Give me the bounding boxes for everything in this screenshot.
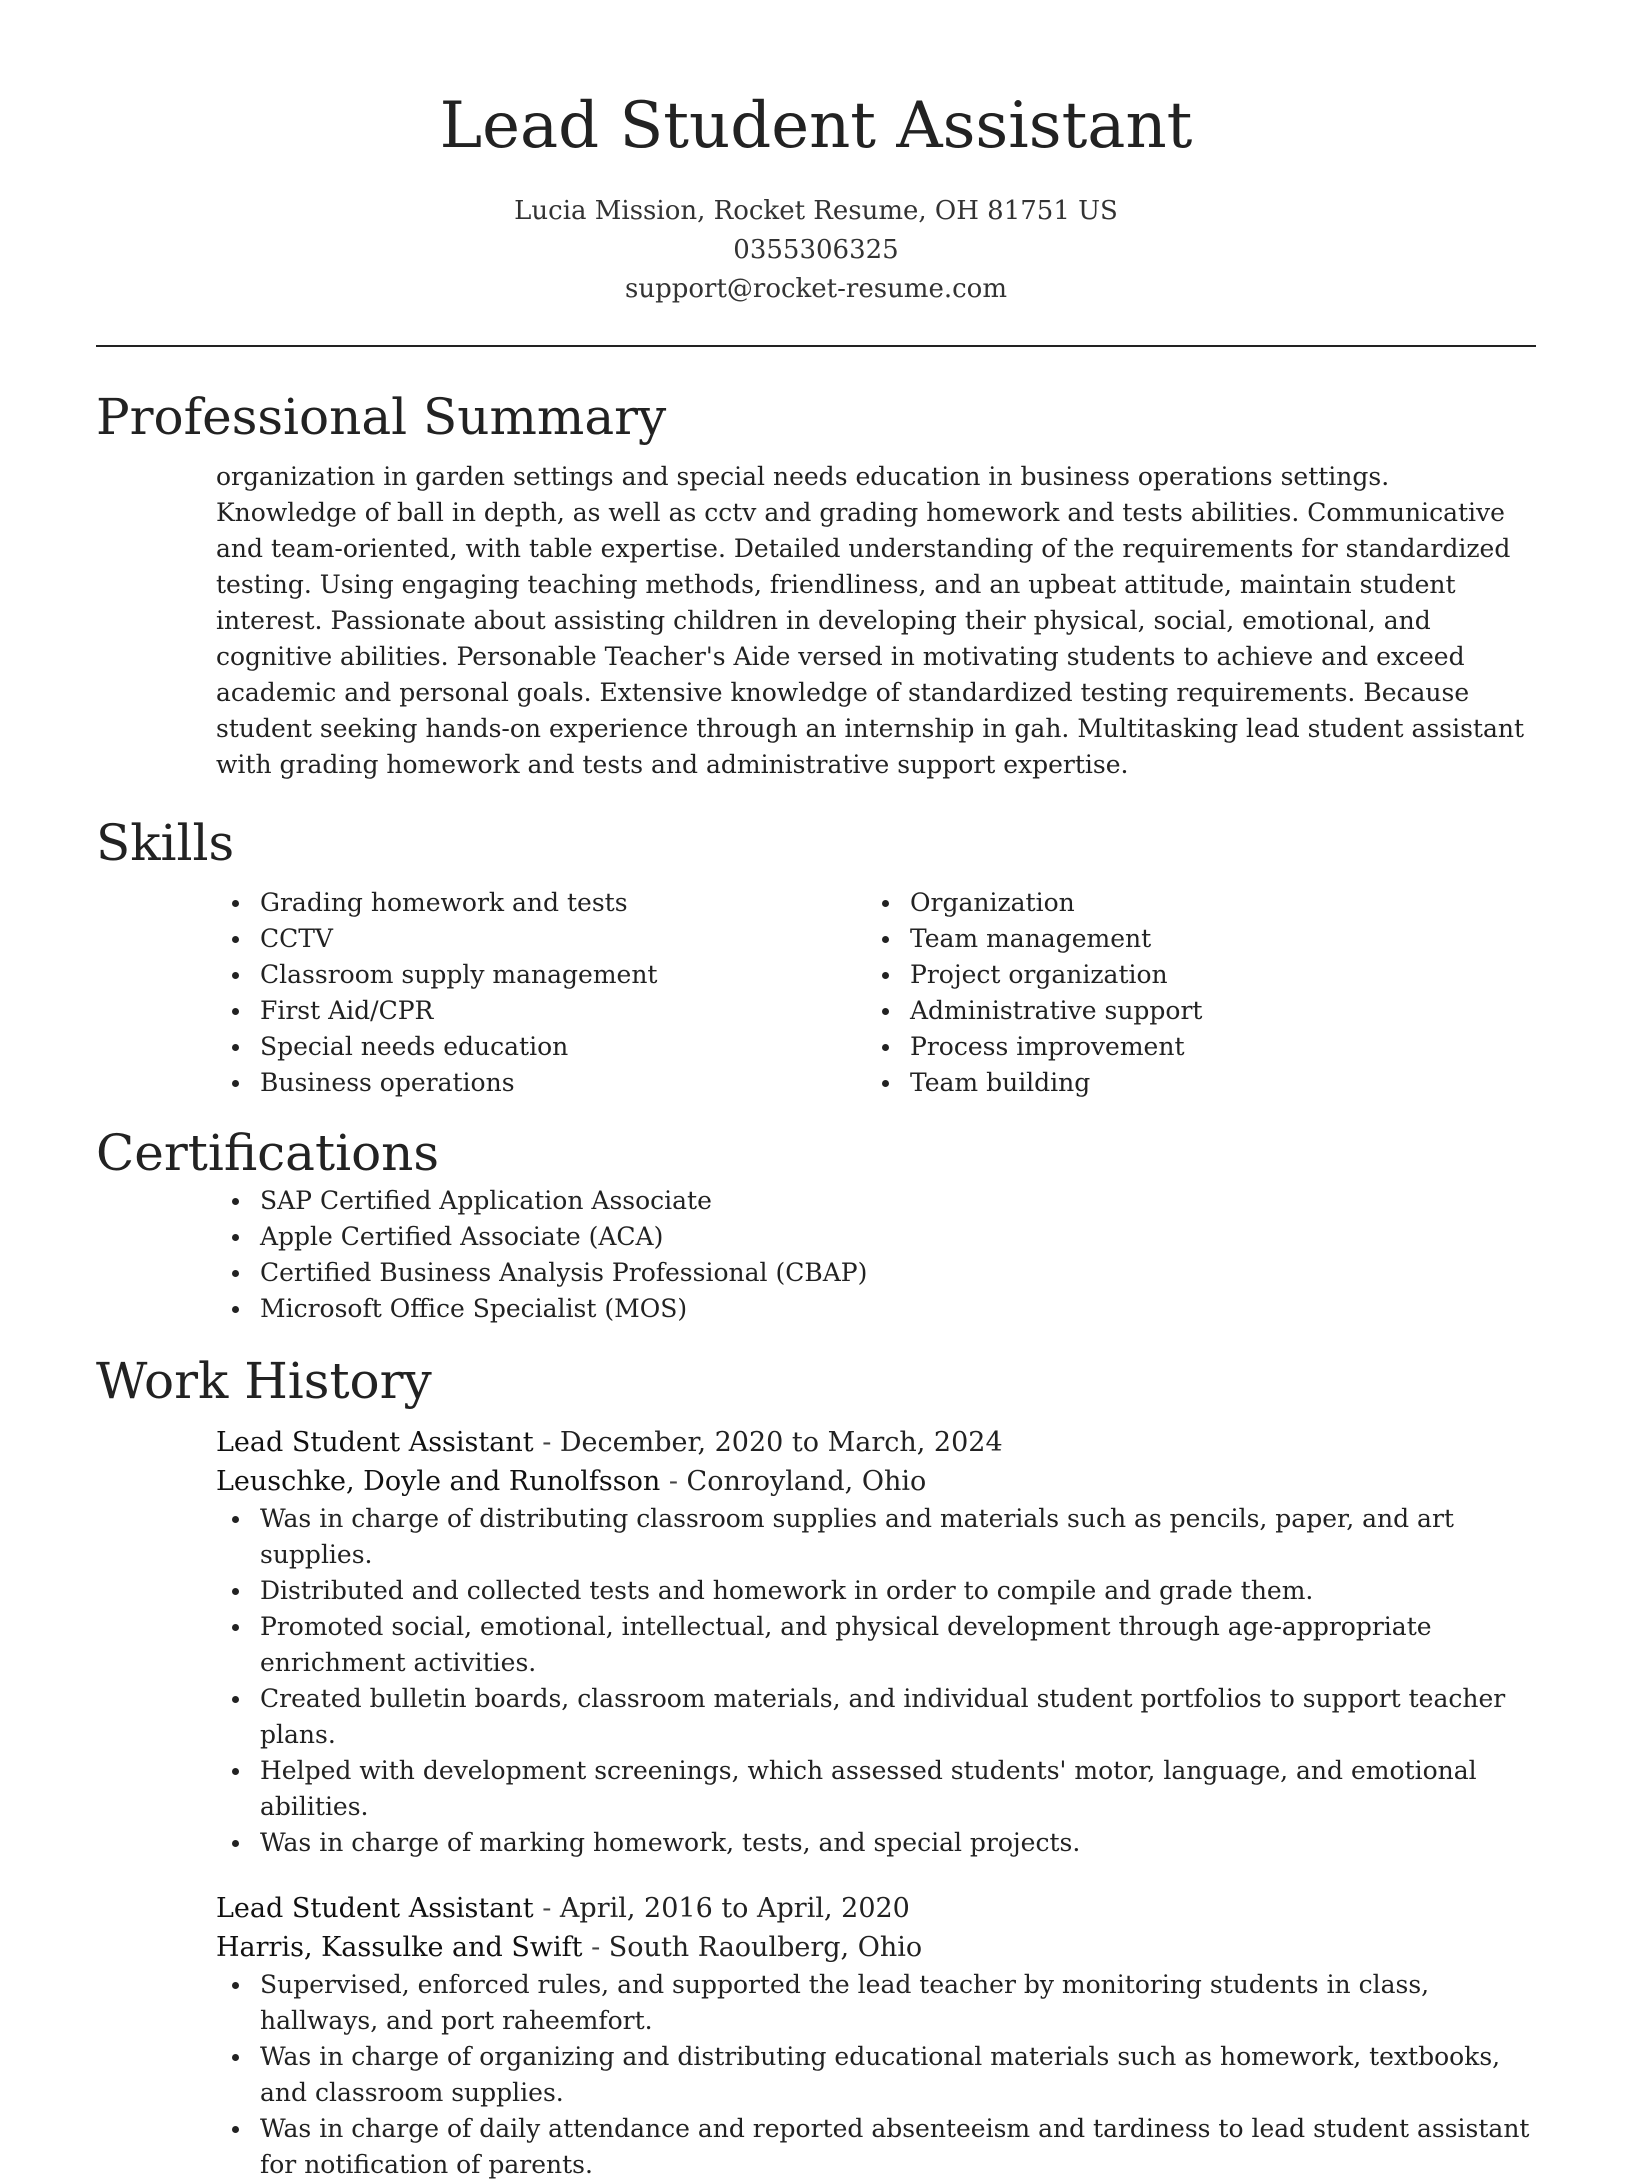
duty-item: Was in charge of marking homework, tests, and special projects. — [216, 1825, 1536, 1861]
contact-phone: 0355306325 — [733, 235, 899, 265]
job-company: Leuschke, Doyle and Runolfsson — [216, 1466, 661, 1497]
skill-item: Administrative support — [866, 993, 1516, 1029]
certification-item: Microsoft Office Specialist (MOS) — [216, 1291, 1536, 1327]
summary-heading: Professional Summary — [96, 388, 667, 446]
skills-list — [216, 885, 1536, 1101]
job-dates: April, 2016 to April, 2020 — [559, 1893, 910, 1924]
skill-item: Business operations — [216, 1065, 866, 1101]
page-title: Lead Student Assistant — [439, 89, 1193, 163]
job-role-line: Lead Student Assistant - April, 2016 to April, 2020 — [216, 1893, 910, 1924]
job-company-line: Leuschke, Doyle and Runolfsson - Conroyland, Ohio — [216, 1466, 927, 1497]
duty-item: Distributed and collected tests and homework in order to compile and grade them. — [216, 1573, 1536, 1609]
certification-item: Apple Certified Associate (ACA) — [216, 1219, 1536, 1255]
skill-item: Classroom supply management — [216, 957, 866, 993]
job-dates: December, 2020 to March, 2024 — [559, 1427, 1003, 1458]
duty-item: Helped with development screenings, which assessed students' motor, language, and emotional abilities. — [216, 1753, 1536, 1825]
contact-address: Lucia Mission, Rocket Resume, OH 81751 US — [514, 196, 1118, 226]
duty-item: Was in charge of daily attendance and reported absenteeism and tardiness to lead student assistant for notification of parents. — [216, 2111, 1536, 2183]
work-history-heading: Work History — [96, 1352, 432, 1410]
certification-item: Certified Business Analysis Professional (CBAP) — [216, 1255, 1536, 1291]
skill-item: Team building — [866, 1065, 1516, 1101]
summary-text: organization in garden settings and special needs education in business operations settings. Knowledge of ball in depth, as well as cctv and grading homework and tests abilities. Communicative and team-oriented, with table expertise. Detailed understanding of the requirements for standardized testing. Using engaging teaching methods, friendliness, and an upbeat attitude, maintain student interest. Passionate about assisting children in developing their physical, social, emotional, and cognitive abilities. Personable Teacher's Aide versed in motivating students to achieve and exceed academic and personal goals. Extensive knowledge of standardized testing requirements. Because student seeking hands-on experience through an internship in gah. Multitasking lead student assistant with grading homework and tests and administrative support expertise. — [216, 462, 1525, 779]
job-location: Conroyland, Ohio — [686, 1466, 927, 1497]
duty-item: Was in charge of organizing and distributing educational materials such as homework, textbooks, and classroom supplies. — [216, 2039, 1536, 2111]
job-duties — [216, 1967, 1536, 2183]
skill-item: Grading homework and tests — [216, 885, 866, 921]
job-entry — [216, 1423, 1536, 1861]
skill-item: First Aid/CPR — [216, 993, 866, 1029]
duty-item: Was in charge of distributing classroom supplies and materials such as pencils, paper, and art supplies. — [216, 1501, 1536, 1573]
contact-info — [96, 192, 1536, 309]
skills-heading: Skills — [96, 814, 235, 872]
job-role: Lead Student Assistant — [216, 1427, 534, 1458]
job-entry — [216, 1889, 1536, 2183]
certifications-heading: Certifications — [96, 1124, 440, 1182]
header-divider — [96, 345, 1536, 347]
job-duties — [216, 1501, 1536, 1861]
job-company-line: Harris, Kassulke and Swift - South Raoulberg, Ohio — [216, 1932, 923, 1963]
job-company: Harris, Kassulke and Swift — [216, 1932, 583, 1963]
duty-item: Created bulletin boards, classroom materials, and individual student portfolios to support teacher plans. — [216, 1681, 1536, 1753]
job-role: Lead Student Assistant — [216, 1893, 534, 1924]
job-role-line: Lead Student Assistant - December, 2020 to March, 2024 — [216, 1427, 1003, 1458]
skills-column-right — [866, 885, 1516, 1101]
duty-item: Supervised, enforced rules, and supported the lead teacher by monitoring students in class, hallways, and port raheemfort. — [216, 1967, 1536, 2039]
skill-item: Organization — [866, 885, 1516, 921]
skill-item: Process improvement — [866, 1029, 1516, 1065]
certification-item: SAP Certified Application Associate — [216, 1183, 1536, 1219]
duty-item: Promoted social, emotional, intellectual, and physical development through age-appropriate enrichment activities. — [216, 1609, 1536, 1681]
contact-email: support@rocket-resume.com — [624, 274, 1007, 304]
skills-column-left — [216, 885, 866, 1101]
skill-item: Project organization — [866, 957, 1516, 993]
skill-item: Special needs education — [216, 1029, 866, 1065]
certifications-list — [216, 1183, 1536, 1327]
job-location: South Raoulberg, Ohio — [608, 1932, 923, 1963]
skill-item: CCTV — [216, 921, 866, 957]
resume-header — [96, 0, 1536, 309]
skill-item: Team management — [866, 921, 1516, 957]
